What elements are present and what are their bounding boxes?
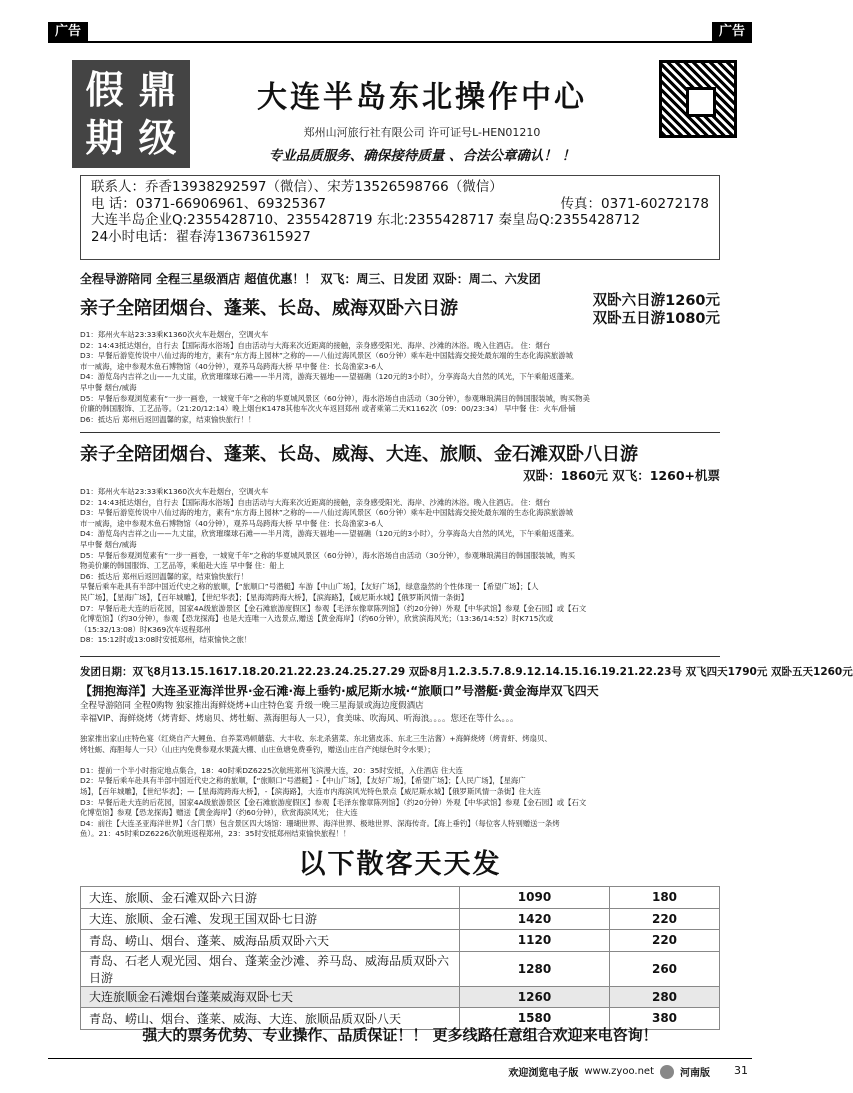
price-cell: 1260 [460,986,610,1008]
itinerary-line: D2：14:43抵达烟台，自行去【国际海水浴场】自由活动与大海来次近距离的接触，亲身感受阳光、海岸、沙滩的沐浴。晚入住酒店。 住：烟台 [80,497,551,507]
itinerary-line: D3：早餐后赴大连的后花园，国家4A级旅游景区【金石滩旅游度假区】参观【毛泽东像章陈列馆】（约20分钟）外观【中华武馆】参观【金石园】或【石文 [80,797,587,807]
footer [508,1064,710,1079]
ad-label-right: 广告 [712,22,752,42]
tour3-title: 【拥抱海洋】大连圣亚海洋世界·金石滩·海上垂钓·威尼斯水城·“旅顺口”号潜艇·黄金海岸双飞四天 [80,684,599,698]
itinerary-line: 民广场】，【星海广场】，【百年城雕】，【世纪华表】；【星海湾跨海大桥】，【滨海路】，【威尼斯水城】【俄罗斯风情一条街】 [80,592,468,602]
tour3-itinerary [80,734,720,840]
price-cell: 1120 [460,930,610,952]
price-cell: 260 [610,951,720,986]
itinerary-line: D8：15:12时或13:08时安抵郑州，结束愉快之旅！ [80,635,252,645]
route-cell: 青岛、崂山、烟台、蓬莱、威海、大连、旅顺品质双卧八天 [81,1008,460,1030]
hotline: 24小时电话：翟春涛13673615927 [91,228,311,245]
price-cell: 1280 [460,951,610,986]
tour3-subtitle: 幸福VIP、海鲜烧烤（烤青虾、烤扇贝、烤牡蛎、蒸海胆每人一只），食美味、吹海风、听海浪。。。。您还在等什么。。。 [80,714,519,724]
footer-url[interactable]: www.zyoo.net [584,1066,654,1077]
tour1-price-b: 双卧五日游1080元 [592,311,720,327]
service-highlights: 全程导游陪同 全程三星级酒店 超值优惠！！ 双飞：周三、日发团 双卧：周二、六发团 [80,272,541,286]
header-main [212,72,632,164]
itinerary-line: D4：游览岛内吉祥之山——九丈崖，欣赏璀璨球石滩——半月湾，游海天福地——望福礁（120元的3小时），分享海岛大自然的风光，下午乘船返蓬莱。 [80,529,579,539]
price-cell: 1580 [460,1008,610,1030]
itinerary-line: D3：早餐后游览传说中八仙过海的地方，素有“东方海上园林”之称的——八仙过海风景区（60分钟）乘车赴中国陆海交接处最东端的生态化海滨旅游城 [80,508,574,518]
tour1-itinerary [80,330,720,425]
tour2-itinerary [80,487,720,646]
footer-label: 欢迎浏览电子版 [508,1068,579,1079]
contact-box [80,175,720,260]
tour1-prices [593,292,720,328]
header-slogan: 专业品质服务、确保接待质量 、合法公章确认！ ！ [268,148,576,164]
itinerary-line: 化博览馆】参观【恐龙探海】赠送【黄金海岸】（约60分钟），欣赏海滨风光； 住大连 [80,808,358,818]
itinerary-line: D6：抵达后 郑州后返回温馨的家，结束愉快旅行！！ [80,414,256,424]
company-license: 郑州山河旅行社有限公司 许可证号L-HEN01210 [303,126,541,139]
tour1-price-a: 双卧六日游1260元 [592,293,720,309]
qq-numbers: 大连半岛企业Q:2355428710、2355428719 东北:2355428717 秦皇岛Q:2355428712 [91,212,641,228]
tour2-price: 双卧：1860元 双飞：1260+机票 [523,468,720,483]
divider [80,656,720,657]
top-rule [48,41,752,43]
price-cell: 380 [610,1008,720,1030]
qr-code-icon [659,60,737,138]
ad-label-left: 广告 [48,22,88,42]
price-cell: 220 [610,908,720,930]
footer-edition: 河南版 [680,1068,710,1079]
price-cell: 220 [610,930,720,952]
fax-number: 传真：0371-60272178 [560,195,709,212]
itinerary-line: D2：14:43抵达烟台，自行去【国际海水浴场】自由活动与大海来次近距离的接触，亲身感受阳光、海岸、沙滩的沐浴。晚入住酒店。 住：烟台 [80,340,551,350]
logo-char: 鼎 [138,67,177,112]
table-row [81,986,720,1008]
itinerary-line: 烤牡蛎、海胆每人一只）（山庄内免费参观水果蔬大棚、山庄鱼塘免费垂钓，赠送山庄自产纯绿色时令水果）； [80,744,435,754]
itinerary-line [80,755,720,766]
itinerary-line: D2：早餐后乘车赴具有半部中国近代史之称的旅顺，【“旅顺口”号潜艇】-【中山广场】，【友好广场】，【希望广场】；【人民广场】，【星海广 [80,776,526,786]
logo [72,60,190,168]
route-cell: 大连、旅顺、金石滩双卧六日游 [81,887,460,909]
itinerary-line: D1：郑州火车站23:33乘K1360次火车赴烟台，空调火车 [80,330,269,339]
route-cell: 大连、旅顺、金石滩、发现王国双卧七日游 [81,908,460,930]
table-row [81,887,720,909]
footer-rule [48,1058,752,1059]
route-cell: 青岛、石老人观光园、烟台、蓬莱金沙滩、养马岛、威海品质双卧六日游 [81,951,460,986]
price-cell: 1420 [460,908,610,930]
itinerary-line: D6：抵达后 郑州后返回温馨的家，结束愉快旅行！ [80,571,248,581]
divider [80,432,720,433]
itinerary-line: 早中餐 烟台/威海 [80,539,137,549]
itinerary-line: （15:32/13:08）时K369次车返程郑州 [80,624,211,634]
itinerary-line: 早中餐 烟台/威海 [80,382,137,392]
logo-char: 期 [85,115,124,160]
itinerary-line: 物美价廉的韩国服饰、工艺品等，乘船赴大连 早中餐 住：船上 [80,561,285,571]
agency-title: 大连半岛东北操作中心 [257,80,587,115]
tour2-title: 亲子全陪团烟台、蓬莱、长岛、威海、大连、旅顺、金石滩双卧八日游 [80,444,638,465]
table-row [81,951,720,986]
itinerary-line: 化博览馆】（约30分钟），参观【恐龙探海】也是大连唯一入选景点,赠送【黄金海岸】（约60分钟），欣赏滨海风光；（13:36/14:52）时K715次或 [80,614,554,624]
itinerary-line: D5：早餐后参观浏览素有“一步一画卷，一城宽千年”之称的华夏城风景区（60分钟），海水浴场自由活动（30分钟），参观琳琅满目的韩国服装城，购买 [80,550,576,560]
itinerary-line: D1：郑州火车站23:33乘K1360次火车赴烟台，空调火车 [80,487,269,496]
contact-persons: 联系人：乔香13938292597（微信）、宋芳13526598766（微信） [91,179,503,195]
price-cell: 280 [610,986,720,1008]
itinerary-line: 市一威海，途中参观木鱼石博物馆（40分钟），观养马岛跨海大桥 早中餐 住：长岛渔家3-6人 [80,361,384,371]
table-row [81,908,720,930]
tour3-subtitle: 全程导游陪同 全程0购物 独家推出海鲜烧烤+山庄特色宴 升级一晚三星海景或海边度假酒店 [80,701,424,711]
itinerary-line: D7：早餐后赴大连的后花园，国家4A级旅游景区【金石滩旅游度假区】参观【毛泽东像章陈列馆】（约20分钟）外观【中华武馆】参观【金石园】或【石文 [80,603,587,613]
table-row [81,930,720,952]
itinerary-line: D1：提前一个半小时指定地点集合，18：40时乘DZ6225次航班郑州飞滨漫大连，20：35时安抵，入住酒店 住大连 [80,765,463,775]
itinerary-line: 鱼）。21：45时乘DZ6226次航班返程郑州，23：35时安抵郑州结束愉快旅程！！ [80,829,351,839]
price-cell: 1090 [460,887,610,909]
price-cell: 180 [610,887,720,909]
daily-departures-title: 以下散客天天发 [298,849,502,880]
itinerary-line: D3：早餐后游览传说中八仙过海的地方，素有“东方海上园林”之称的——八仙过海风景区（60分钟）乘车赴中国陆海交接处最东端的生态化海滨旅游城 [80,351,574,361]
itinerary-line: 早餐后乘车赴具有半部中国近代史之称的旅顺，【“旅顺口”号潜艇】车游【中山广场】，【友好广场】，绿意盎然的个性体现一【希望广场】；【人 [80,582,539,592]
itinerary-line: 场】，【百年城雕】，【世纪华表】；—【星海湾跨海大桥】，-【滨海路】，大连市内海滨风光特色景点【威尼斯水城】【俄罗斯风情一条街】住大连 [80,786,541,796]
bottom-slogan: 强大的票务优势、专业操作、品质保证！！ 更多线路任意组合欢迎来电咨询！ [142,1026,658,1044]
route-cell: 大连旅顺金石滩烟台蓬莱威海双卧七天 [81,986,460,1008]
logo-char: 级 [138,115,177,160]
departure-dates: 发团日期：双飞8月13.15.1617.18.20.21.22.23.24.25.27.29 双卧8月1.2.3.5.7.8.9.12.14.15.16.19.21.22.23号 双飞四天1790元 双卧五天1260元 [80,666,853,678]
itinerary-line: 独家推出家山庄特色宴（红烧自产大鲤鱼、自养菜鸡顿蘑菇、大丰收、东北杀猪菜、东北猪皮冻、东北三生沾酱）+海鲜烧烤（烤青虾、烤扇贝、 [80,734,552,743]
itinerary-line: D4：游览岛内吉祥之山——九丈崖，欣赏璀璨球石滩——半月湾，游海天福地——望福礁（120元的3小时），分享海岛大自然的风光，下午乘船返蓬莱。 [80,372,579,382]
daily-price-table [80,886,720,1030]
tour1-title: 亲子全陪团烟台、蓬莱、长岛、威海双卧六日游 [80,298,458,319]
itinerary-line: 市一威海，途中参观木鱼石博物馆（40分钟），观养马岛跨海大桥 早中餐 住：长岛渔家3-6人 [80,518,384,528]
itinerary-line: D4：前往【大连圣亚海洋世界】（含门票）包含景区四大场馆：珊瑚世界、海洋世界、极地世界、深海传奇。【海上垂钓】（每位客人特别赠送一条烤 [80,818,560,828]
logo-char: 假 [85,67,124,112]
itinerary-line: 价廉的韩国服饰、工艺品等。（21:20/12:14）晚上烟台K1478其他车次火车返回郑州 或者乘第二天K1162次（09：00/23:34） 早中餐 住：火车/卧铺 [80,404,576,414]
route-cell: 青岛、崂山、烟台、蓬莱、威海品质双卧六天 [81,930,460,952]
brand-circle-icon [660,1065,674,1079]
ad-header [62,52,737,168]
itinerary-line: D5：早餐后参观浏览素有“一步一画卷，一城宽千年”之称的华夏城风景区（60分钟），海水浴场自由活动（30分钟），参观琳琅满目的韩国服装城，购买物美 [80,393,590,403]
page-number: 31 [734,1064,748,1077]
phone-numbers: 电 话：0371-66906961、69325367 [91,195,326,212]
